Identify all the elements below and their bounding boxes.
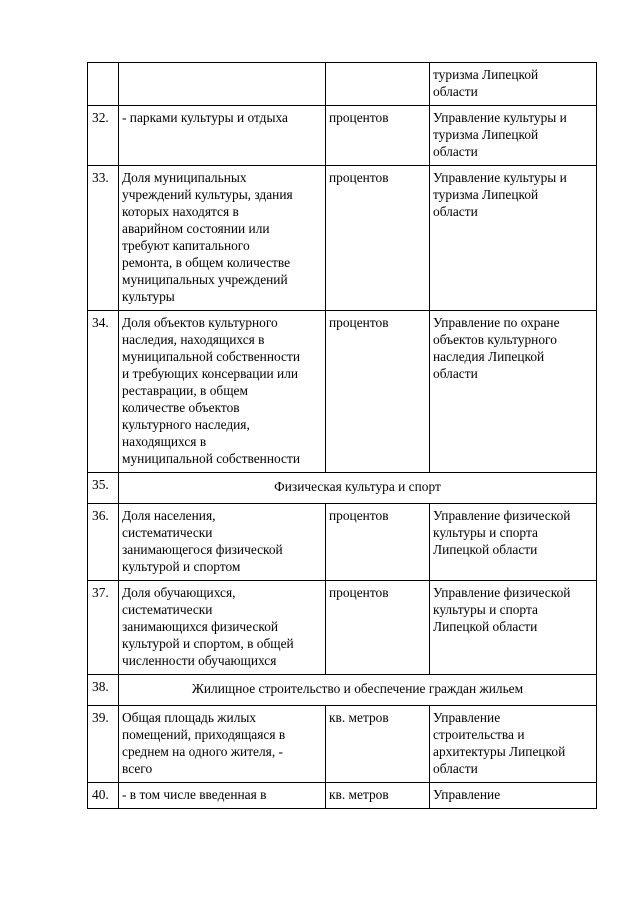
row-number: 32. [88,106,119,166]
unit-of-measure [326,63,430,106]
indicator-name: Доля объектов культурного наследия, находящихся в муниципальной собственности и требующих консервации или реставрации, в общем количестве объектов культурного наследия, находящихся в муниципальной собственности [119,311,326,473]
responsible-agency: Управление [430,783,597,809]
responsible-agency: Управление физической культуры и спорта Липецкой области [430,504,597,581]
table-row [88,783,597,809]
section-row [88,675,597,706]
table-row [88,166,597,311]
unit-of-measure: процентов [326,166,430,311]
section-row [88,473,597,504]
section-title: Жилищное строительство и обеспечение граждан жильем [119,675,597,706]
row-number: 35. [88,473,119,504]
responsible-agency: Управление по охране объектов культурного наследия Липецкой области [430,311,597,473]
table-row [88,504,597,581]
responsible-agency: Управление культуры и туризма Липецкой области [430,166,597,311]
indicator-name: Доля населения, систематически занимающегося физической культурой и спортом [119,504,326,581]
row-number: 40. [88,783,119,809]
section-title: Физическая культура и спорт [119,473,597,504]
unit-of-measure: кв. метров [326,706,430,783]
indicator-name: Общая площадь жилых помещений, приходящаяся в среднем на одного жителя, - всего [119,706,326,783]
responsible-agency: Управление строительства и архитектуры Липецкой области [430,706,597,783]
indicator-name [119,63,326,106]
table-row [88,106,597,166]
row-number [88,63,119,106]
table-row [88,706,597,783]
table-row [88,63,597,106]
indicators-table-body [88,63,597,809]
indicator-name: - в том числе введенная в [119,783,326,809]
unit-of-measure: процентов [326,311,430,473]
row-number: 38. [88,675,119,706]
table-row [88,311,597,473]
unit-of-measure: процентов [326,504,430,581]
unit-of-measure: процентов [326,106,430,166]
responsible-agency: Управление культуры и туризма Липецкой области [430,106,597,166]
row-number: 37. [88,581,119,675]
responsible-agency: Управление физической культуры и спорта Липецкой области [430,581,597,675]
indicator-name: Доля муниципальных учреждений культуры, здания которых находятся в аварийном состоянии или требуют капитального ремонта, в общем количестве муниципальных учреждений культуры [119,166,326,311]
table-row [88,581,597,675]
row-number: 36. [88,504,119,581]
indicator-name: Доля обучающихся, систематически занимающихся физической культурой и спортом, в общей численности обучающихся [119,581,326,675]
indicator-name: - парками культуры и отдыха [119,106,326,166]
unit-of-measure: процентов [326,581,430,675]
row-number: 39. [88,706,119,783]
row-number: 34. [88,311,119,473]
row-number: 33. [88,166,119,311]
indicators-table [87,62,597,809]
unit-of-measure: кв. метров [326,783,430,809]
responsible-agency: туризма Липецкой области [430,63,597,106]
